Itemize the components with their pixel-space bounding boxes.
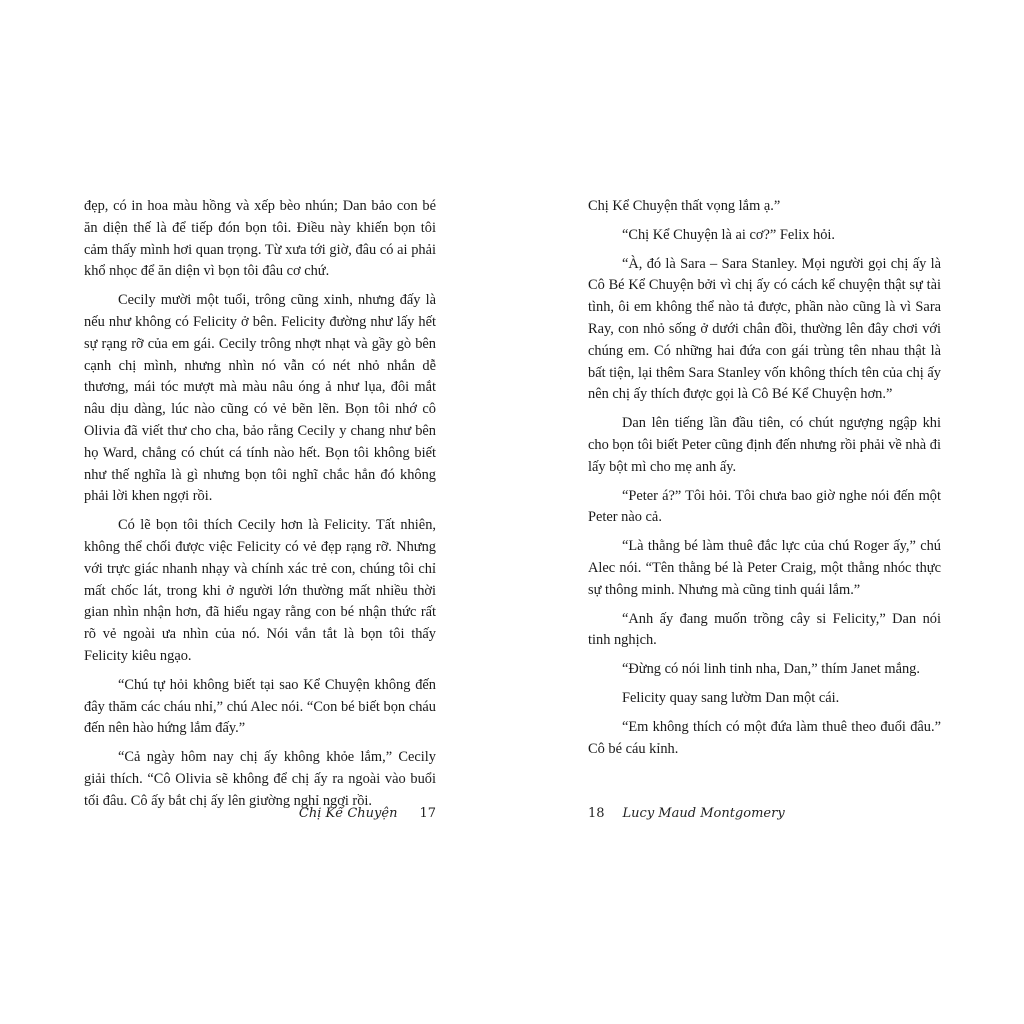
right-paragraph-9: Felicity quay sang lườm Dan một cái. — [622, 689, 840, 706]
right-paragraph-5: “Peter á?” Tôi hỏi. Tôi chưa bao giờ nghe nói đến một Peter nào cả. — [588, 487, 941, 526]
right-paragraph-3: “À, đó là Sara – Sara Stanley. Mọi người gọi chị ấy là Cô Bé Kể Chuyện bởi vì chị ấy có cách kể chuyện thật sự tài tình, ôi em không thể nào tả được, phần nào cũng là vì Sara Ray, con nhỏ sống ở dưới chân đồi, thường lên đây chơi với chúng em. Có những hai đứa con gái trùng tên nhau thật là bất tiện, lại thêm Sara Stanley vốn không thích tên của chị ấy nên chị ấy thích được gọi là Cô Bé Kể Chuyện hơn.” — [588, 255, 941, 403]
right-footer — [588, 806, 941, 821]
left-paragraph-3: Có lẽ bọn tôi thích Cecily hơn là Felicity. Tất nhiên, không thể chối được việc Felicity có vẻ đẹp rạng rỡ. Nhưng với trực giác nhanh nhạy và chính xác trẻ con, chúng tôi chỉ mất chốc lát, trong khi ở người lớn thường mất nhiều thời gian nhìn nhận hơn, đã hiểu ngay rằng con bé nhận thức rất rõ vẻ ngoài ưa nhìn của nó. Nói vắn tắt là bọn tôi thấy Felicity kiêu ngạo. — [84, 517, 436, 664]
right-page — [588, 196, 941, 767]
right-paragraph-8: “Đừng có nói linh tinh nha, Dan,” thím Janet mắng. — [622, 661, 920, 678]
running-title: Chị Kể Chuyện — [298, 806, 398, 821]
right-paragraph-2: “Chị Kể Chuyện là ai cơ?” Felix hỏi. — [622, 226, 836, 243]
right-paragraph-10: “Em không thích có một đứa làm thuê theo đuổi đâu.” Cô bé cáu kỉnh. — [588, 718, 941, 757]
right-page-number: 18 — [588, 806, 605, 821]
left-page-number: 17 — [419, 806, 436, 821]
left-paragraph-2: Cecily mười một tuổi, trông cũng xinh, nhưng đấy là nếu như không có Felicity ở bên. Felicity đường như lấy hết sự rạng rỡ của em gái. Cecily trông nhợt nhạt và gầy gò bên cạnh chị mình, nhưng nhìn nó vẫn có nét nhỏ nhắn dễ thương, mái tóc mượt mà màu nâu óng ả như lụa, đôi mắt nâu dịu dàng, lúc nào cũng có vẻ bẽn lẽn. Bọn tôi nhớ cô Olivia đã viết thư cho cha, bảo rằng Cecily y chang như bên họ Ward, chẳng có chút cá tính nào hết. Bọn tôi không biết như thế nghĩa là gì nhưng bọn tôi nghĩ chắc hẳn đó không phải lời khen ngợi rồi. — [84, 292, 436, 505]
left-paragraph-4: “Chú tự hỏi không biết tại sao Kể Chuyện không đến đây thăm các cháu nhỉ,” chú Alec nói. “Con bé biết bọn cháu đến nên hào hứng lắm đấy.” — [84, 676, 436, 737]
running-author: Lucy Maud Montgomery — [622, 806, 785, 821]
right-paragraph-4: Dan lên tiếng lần đầu tiên, có chút ngượng ngập khi cho bọn tôi biết Peter cũng định đến nhưng rồi phải về nhà đi lấy bột mì cho mẹ anh ấy. — [588, 415, 941, 475]
right-paragraph-6: “Là thằng bé làm thuê đắc lực của chú Roger ấy,” chú Alec nói. “Tên thằng bé là Peter Craig, một thằng nhóc thực sự thông minh. Nhưng mà cũng tinh quái lắm.” — [588, 538, 941, 598]
left-page — [84, 196, 436, 820]
right-paragraph-1: Chị Kể Chuyện thất vọng lắm ạ.” — [588, 198, 781, 214]
left-paragraph-1: đẹp, có in hoa màu hồng và xếp bèo nhún; Dan bảo con bé ăn diện thế là để tiếp đón bọn tôi. Điều này khiến bọn tôi cảm thấy mình hơi quan trọng. Từ xưa tới giờ, đâu có ai phải khổ nhọc để ăn diện vì bọn tôi đâu cơ chứ. — [84, 198, 436, 280]
left-footer — [84, 806, 436, 821]
right-paragraph-7: “Anh ấy đang muốn trồng cây si Felicity,” Dan nói tinh nghịch. — [588, 610, 941, 649]
left-paragraph-5: “Cả ngày hôm nay chị ấy không khỏe lắm,” Cecily giải thích. “Cô Olivia sẽ không để chị ấy ra ngoài vào buổi tối đâu. Cô ấy bắt chị ấy lên giường nghỉ ngơi rồi. — [84, 749, 436, 809]
